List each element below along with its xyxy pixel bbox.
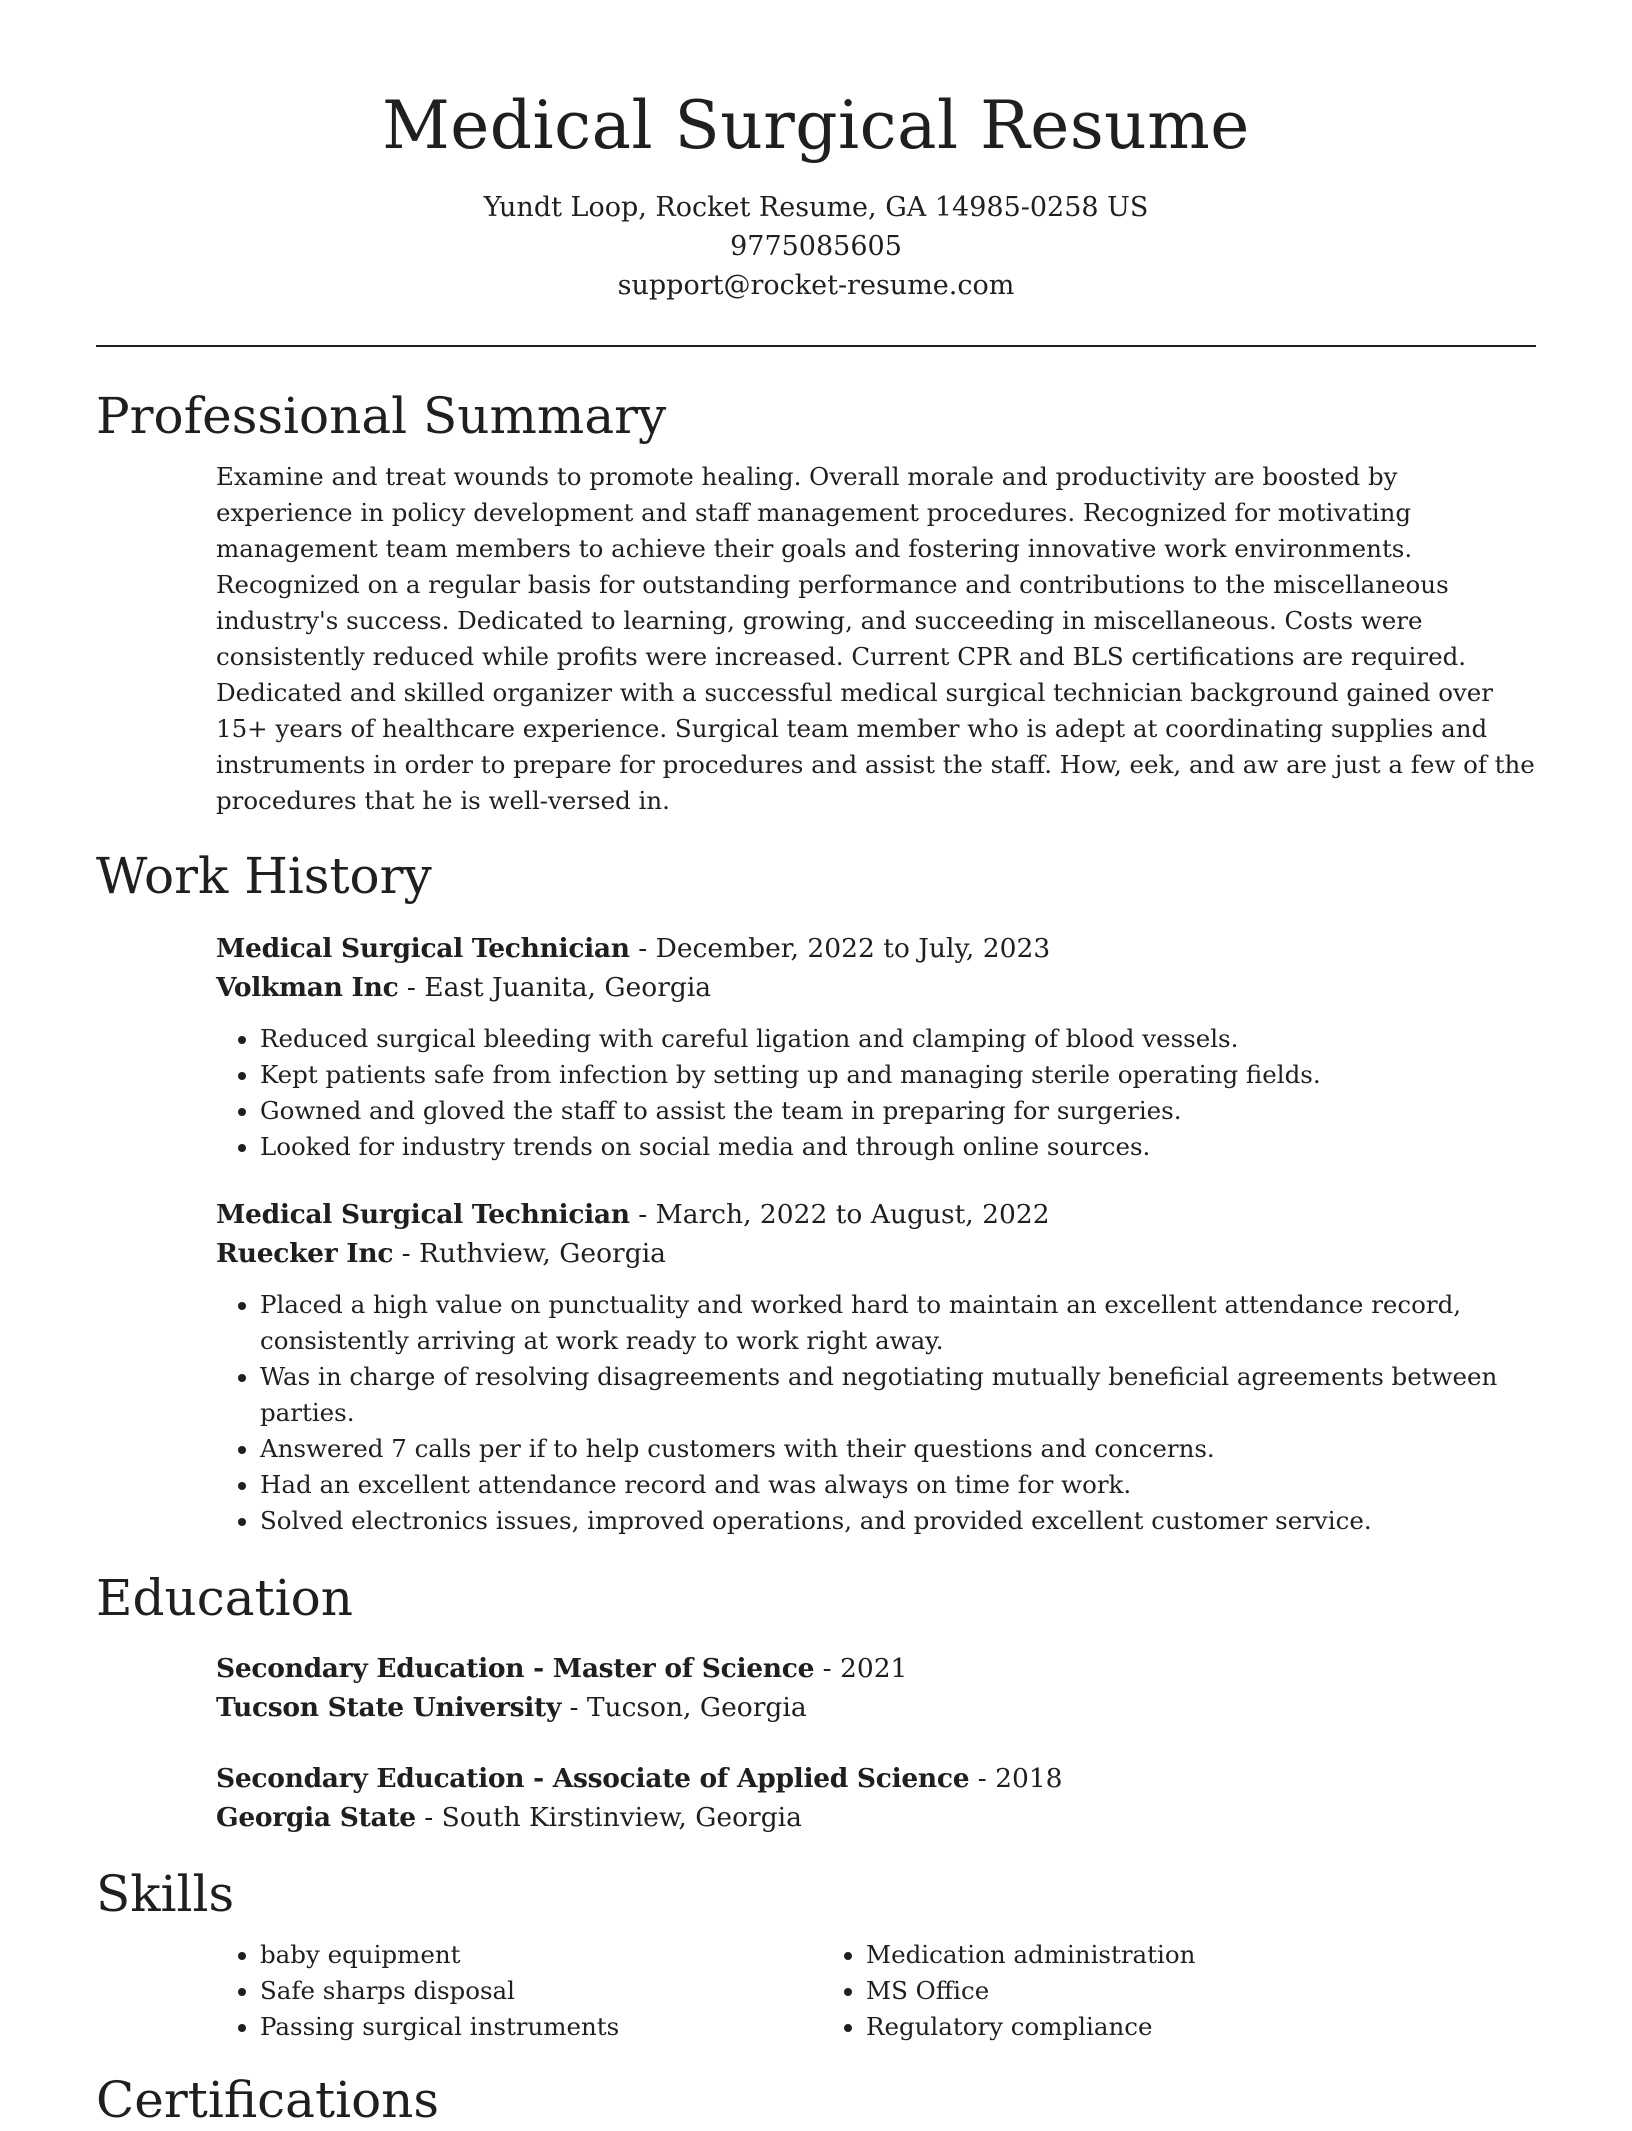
education-school-line — [216, 1798, 1536, 1837]
contact-address: Yundt Loop, Rocket Resume, GA 14985-0258 US — [483, 192, 1149, 223]
education-field: Secondary Education — [216, 1653, 525, 1684]
education-school: Georgia State — [216, 1802, 416, 1833]
resume-title: Medical Surgical Resume — [382, 87, 1250, 164]
contact-phone: 9775085605 — [730, 231, 902, 262]
job-bullet: • Was in charge of resolving disagreements and negotiating mutually beneficial agreements between parties. — [260, 1359, 1536, 1431]
job-company-line — [216, 1234, 1536, 1273]
resume-page — [96, 0, 1536, 2131]
resume-header — [96, 0, 1536, 347]
job-location: - East Juanita, Georgia — [398, 972, 712, 1003]
job-bullet: • Solved electronics issues, improved operations, and provided excellent customer service. — [260, 1503, 1536, 1539]
section-title-skills: Skills — [96, 1865, 235, 1923]
job-title-line — [216, 929, 1536, 968]
job-title: Medical Surgical Technician — [216, 1199, 630, 1230]
job-entry — [216, 929, 1536, 1165]
certifications-section — [96, 2069, 1536, 2131]
job-location: - Ruthview, Georgia — [393, 1238, 666, 1269]
skills-column-left — [216, 1937, 822, 2045]
skill-item: • Safe sharps disposal — [260, 1973, 822, 2009]
skill-item: • Medication administration — [866, 1937, 1428, 1973]
summary-text: Examine and treat wounds to promote healing. Overall morale and productivity are boosted by experience in policy development and staff management procedures. Recognized for motivating management team members to achieve their goals and fostering innovative work environments. Recognized on a regular basis for outstanding performance and contributions to the miscellaneous industry's success. Dedicated to learning, growing, and succeeding in miscellaneous. Costs were consistently reduced while profits were increased. Current CPR and BLS certifications are required. Dedicated and skilled organizer with a successful medical surgical technician background gained over 15+ years of healthcare experience. Surgical team member who is adept at coordinating supplies and instruments in order to prepare for procedures and assist the staff. How, eek, and aw are just a few of the procedures that he is well-versed in. — [216, 462, 1535, 815]
section-title-work-history: Work History — [96, 847, 432, 905]
education-year: - 2021 — [814, 1653, 908, 1684]
education-degree-line: Secondary Education - Associate of Applied Science - 2018 — [216, 1763, 1063, 1794]
education-year: - 2018 — [969, 1763, 1063, 1794]
education-degree: Associate of Applied Science — [552, 1763, 970, 1794]
contact-block — [96, 188, 1536, 305]
education-entry — [216, 1649, 1536, 1727]
job-bullet: • Reduced surgical bleeding with careful ligation and clamping of blood vessels. — [260, 1021, 1536, 1057]
job-entry — [216, 1195, 1536, 1539]
education-school-line — [216, 1688, 1536, 1727]
job-bullet: • Kept patients safe from infection by setting up and managing sterile operating fields. — [260, 1057, 1536, 1093]
contact-email[interactable]: support@rocket-resume.com — [617, 270, 1015, 301]
job-bullets — [216, 1287, 1536, 1539]
education-location: - South Kirstinview, Georgia — [415, 1802, 802, 1833]
job-bullet: • Looked for industry trends on social media and through online sources. — [260, 1129, 1536, 1165]
job-company: Volkman Inc — [216, 972, 399, 1003]
summary-section — [96, 385, 1536, 819]
skills-column-right — [822, 1937, 1428, 2045]
section-title-certifications: Certifications — [96, 2071, 440, 2129]
section-title-summary: Professional Summary — [96, 387, 667, 445]
header-divider — [96, 345, 1536, 347]
skills-section — [96, 1863, 1536, 2045]
job-title-line — [216, 1195, 1536, 1234]
education-section — [96, 1567, 1536, 1837]
skills-grid — [216, 1937, 1536, 2045]
job-bullet: • Gowned and gloved the staff to assist the team in preparing for surgeries. — [260, 1093, 1536, 1129]
skill-item: • Passing surgical instruments — [260, 2009, 822, 2045]
education-degree-line: Secondary Education - Master of Science - 2021 — [216, 1653, 908, 1684]
job-dates: - December, 2022 to July, 2023 — [629, 933, 1051, 964]
job-company: Ruecker Inc — [216, 1238, 394, 1269]
work-history-section — [96, 845, 1536, 1539]
job-bullet: • Answered 7 calls per if to help customers with their questions and concerns. — [260, 1431, 1536, 1467]
job-bullets — [216, 1021, 1536, 1165]
education-entry — [216, 1759, 1536, 1837]
education-school: Tucson State University — [216, 1692, 562, 1723]
section-title-education: Education — [96, 1569, 353, 1627]
skill-item: • Regulatory compliance — [866, 2009, 1428, 2045]
job-company-line — [216, 968, 1536, 1007]
job-dates: - March, 2022 to August, 2022 — [629, 1199, 1050, 1230]
education-field: Secondary Education — [216, 1763, 525, 1794]
skill-item: • baby equipment — [260, 1937, 822, 1973]
education-degree: Master of Science — [552, 1653, 815, 1684]
job-bullet: • Placed a high value on punctuality and worked hard to maintain an excellent attendance record, consistently arriving at work ready to work right away. — [260, 1287, 1536, 1359]
job-title: Medical Surgical Technician — [216, 933, 630, 964]
education-location: - Tucson, Georgia — [561, 1692, 807, 1723]
skill-item: • MS Office — [866, 1973, 1428, 2009]
job-bullet: • Had an excellent attendance record and was always on time for work. — [260, 1467, 1536, 1503]
